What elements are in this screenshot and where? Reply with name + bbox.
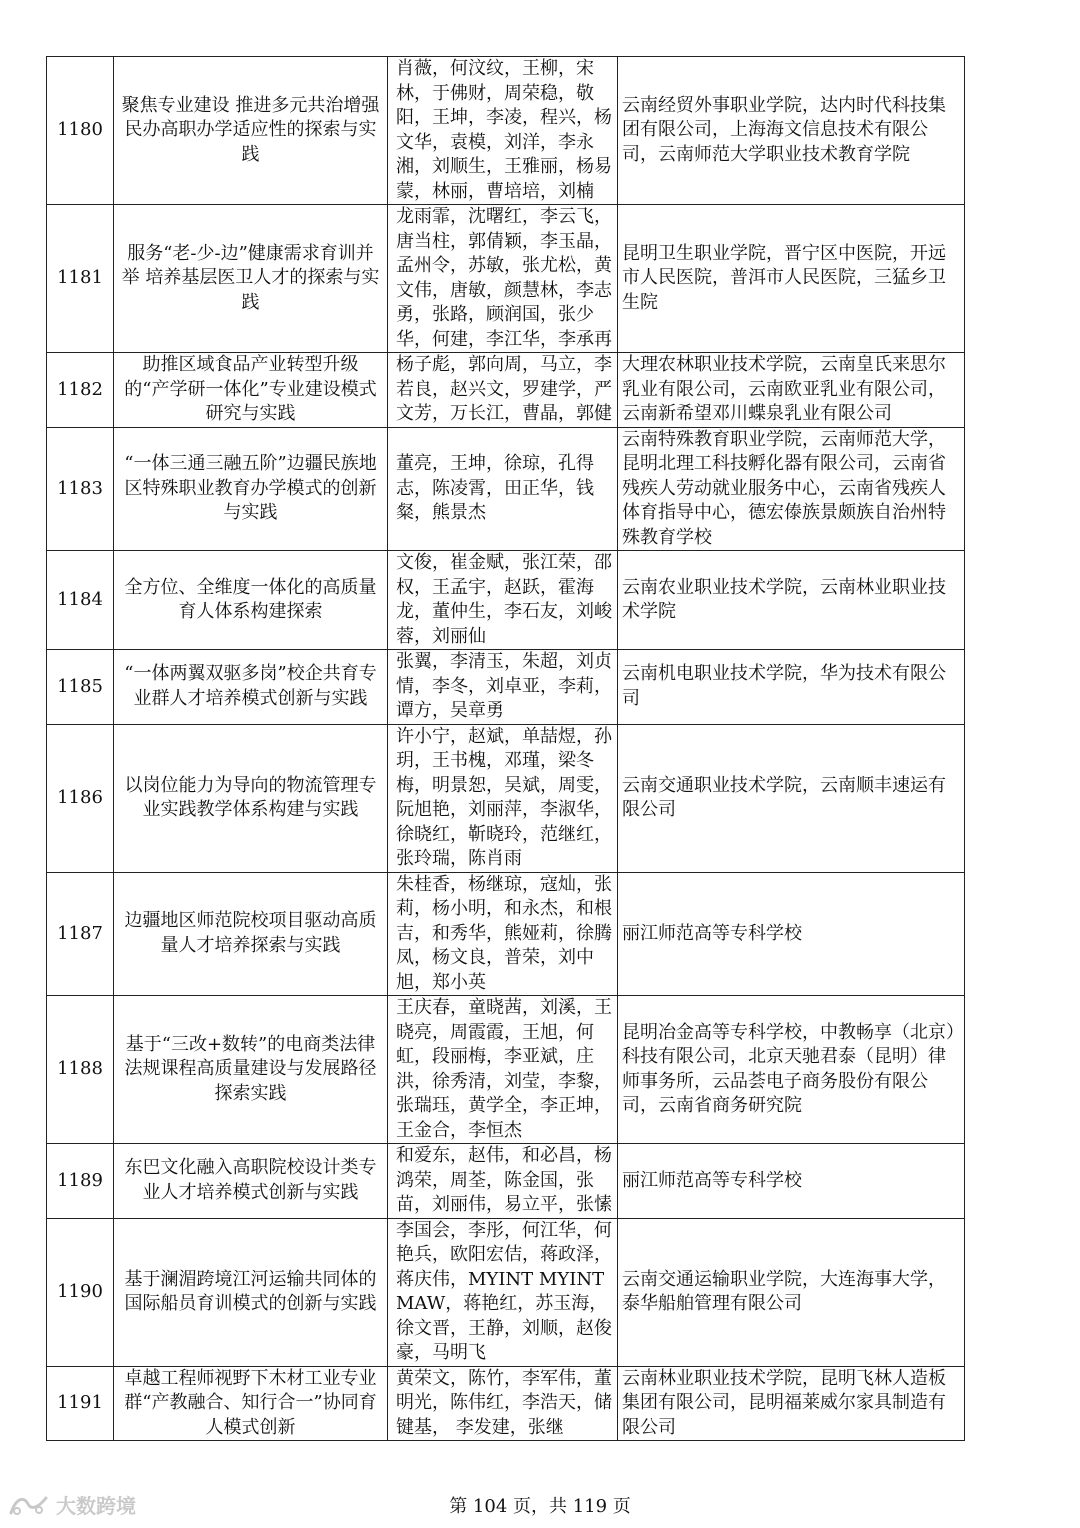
watermark [8,1490,136,1519]
table-row [47,551,965,650]
cell-orgs: 昆明卫生职业学院，晋宁区中医院，开远市人民医院，普洱市人民医院，三猛乡卫生院 [618,205,965,353]
cell-title: “一体三通三融五阶”边疆民族地区特殊职业教育办学模式的创新与实践 [114,427,388,551]
cell-orgs: 昆明冶金高等专科学校，中教畅享（北京）科技有限公司，北京天驰君泰（昆明）律师事务所，云品荟电子商务股份有限公司，云南省商务研究院 [618,996,965,1144]
cell-id: 1181 [47,205,114,353]
table-row [47,872,965,996]
cell-id: 1189 [47,1144,114,1219]
table-row [47,1218,965,1366]
page-number: 第 104 页，共 119 页 [449,1496,631,1517]
cell-members: 董亮，王坤，徐琼，孔得志，陈凌霄，田正华，钱粲，熊景杰 [388,427,618,551]
cell-orgs: 云南农业职业技术学院，云南林业职业技术学院 [618,551,965,650]
cell-orgs: 云南林业职业技术学院，昆明飞林人造板集团有限公司，昆明福莱威尔家具制造有限公司 [618,1366,965,1441]
cell-title: 服务“老-少-边”健康需求育训并举 培养基层医卫人才的探索与实践 [114,205,388,353]
cell-orgs: 丽江师范高等专科学校 [618,872,965,996]
cell-orgs: 丽江师范高等专科学校 [618,1144,965,1219]
cell-title: 以岗位能力为导向的物流管理专业实践教学体系构建与实践 [114,724,388,872]
table-row [47,353,965,428]
cell-orgs: 云南交通职业技术学院，云南顺丰速运有限公司 [618,724,965,872]
cell-id: 1186 [47,724,114,872]
cell-id: 1183 [47,427,114,551]
table-row [47,724,965,872]
cell-members: 文俊，崔金赋，张江荣，邵权，王孟宇，赵跃，霍海龙，董仲生，李石友，刘峻蓉，刘丽仙 [388,551,618,650]
cell-id: 1185 [47,650,114,725]
cell-id: 1191 [47,1366,114,1441]
cell-orgs: 云南机电职业技术学院，华为技术有限公司 [618,650,965,725]
cell-members: 朱桂香，杨继琼，寇灿，张莉，杨小明，和永杰，和根吉，和秀华，熊娅莉，徐腾凤，杨文良，普荣，刘中旭，郑小英 [388,872,618,996]
cell-title: “一体两翼双驱多岗”校企共育专业群人才培养模式创新与实践 [114,650,388,725]
table-row [47,427,965,551]
cell-orgs: 云南经贸外事职业学院，达内时代科技集团有限公司，上海海文信息技术有限公司，云南师范大学职业技术教育学院 [618,57,965,205]
award-table [46,56,965,1441]
cell-id: 1182 [47,353,114,428]
cell-title: 基于“三改+数转”的电商类法律法规课程高质量建设与发展路径探索实践 [114,996,388,1144]
cell-members: 杨子彪，郭向周，马立，李若良，赵兴文，罗建学，严文芳，万长江，曹晶，郭健 [388,353,618,428]
watermark-text: 大数跨境 [56,1494,136,1518]
cell-title: 助推区域食品产业转型升级的“产学研一体化”专业建设模式研究与实践 [114,353,388,428]
cell-members: 许小宁，赵斌，单喆煜，孙玥，王书槐，邓瑾，梁冬梅，明景恕，吴斌，周雯，阮旭艳，刘丽萍，李淑华，徐晓红，靳晓玲，范继红，张玲瑞，陈肖雨 [388,724,618,872]
table-row [47,996,965,1144]
cell-id: 1190 [47,1218,114,1366]
cell-orgs: 大理农林职业技术学院，云南皇氏来思尔乳业有限公司，云南欧亚乳业有限公司，云南新希望邓川蝶泉乳业有限公司 [618,353,965,428]
cell-title: 东巴文化融入高职院校设计类专业人才培养模式创新与实践 [114,1144,388,1219]
cell-id: 1184 [47,551,114,650]
table-body [47,57,965,1441]
table-row [47,57,965,205]
table-row [47,650,965,725]
cell-members: 黄荣文，陈竹，李军伟，董明光，陈伟红，李浩天，储键基， 李发建，张继 [388,1366,618,1441]
cell-members: 王庆春，童晓茜，刘溪，王晓亮，周霞霞，王旭，何虹，段丽梅，李亚斌，庄洪，徐秀清，刘莹，李黎，张瑞珏，黄学全，李正坤，王金合，李恒杰 [388,996,618,1144]
table-row [47,205,965,353]
table-row [47,1366,965,1441]
cell-title: 基于澜湄跨境江河运输共同体的国际船员育训模式的创新与实践 [114,1218,388,1366]
cell-id: 1187 [47,872,114,996]
cell-orgs: 云南交通运输职业学院，大连海事大学，泰华船舶管理有限公司 [618,1218,965,1366]
cell-title: 全方位、全维度一体化的高质量育人体系构建探索 [114,551,388,650]
cell-members: 龙雨霏，沈曙红，李云飞，唐当柱，郭倩颖，李玉晶，孟州令，苏敏，张尤松，黄文伟，唐敏，颜慧林，李志勇，张路，顾润国，张少华，何建，李江华，李承再 [388,205,618,353]
cell-title: 卓越工程师视野下木材工业专业群“产教融合、知行合一”协同育人模式创新 [114,1366,388,1441]
table-row [47,1144,965,1219]
watermark-logo-icon [8,1494,50,1516]
cell-members: 张翼，李清玉，朱超，刘贞情，李冬，刘卓亚，李莉，谭方，吴章勇 [388,650,618,725]
cell-orgs: 云南特殊教育职业学院，云南师范大学，昆明北理工科技孵化器有限公司，云南省残疾人劳动就业服务中心，云南省残疾人体育指导中心，德宏傣族景颇族自治州特殊教育学校 [618,427,965,551]
cell-members: 肖薇，何汶纹，王柳，宋林，于佛财，周荣稳，敬阳，王坤，李凌，程兴，杨文华，袁模，刘洋，李永湘，刘顺生，王雅丽，杨易蒙，林丽，曹培培，刘楠 [388,57,618,205]
cell-id: 1188 [47,996,114,1144]
cell-members: 李国会，李彤，何江华，何艳兵，欧阳宏佶，蒋政泽，蒋庆伟，MYINT MYINT MAW，蒋艳红，苏玉海，徐文晋，王静，刘顺，赵俊豪，马明飞 [388,1218,618,1366]
cell-title: 聚焦专业建设 推进多元共治增强民办高职办学适应性的探索与实践 [114,57,388,205]
cell-members: 和爱东，赵伟，和必昌，杨鸿荣，周荃，陈金国，张苗，刘丽伟，易立平，张愫 [388,1144,618,1219]
cell-id: 1180 [47,57,114,205]
cell-title: 边疆地区师范院校项目驱动高质量人才培养探索与实践 [114,872,388,996]
